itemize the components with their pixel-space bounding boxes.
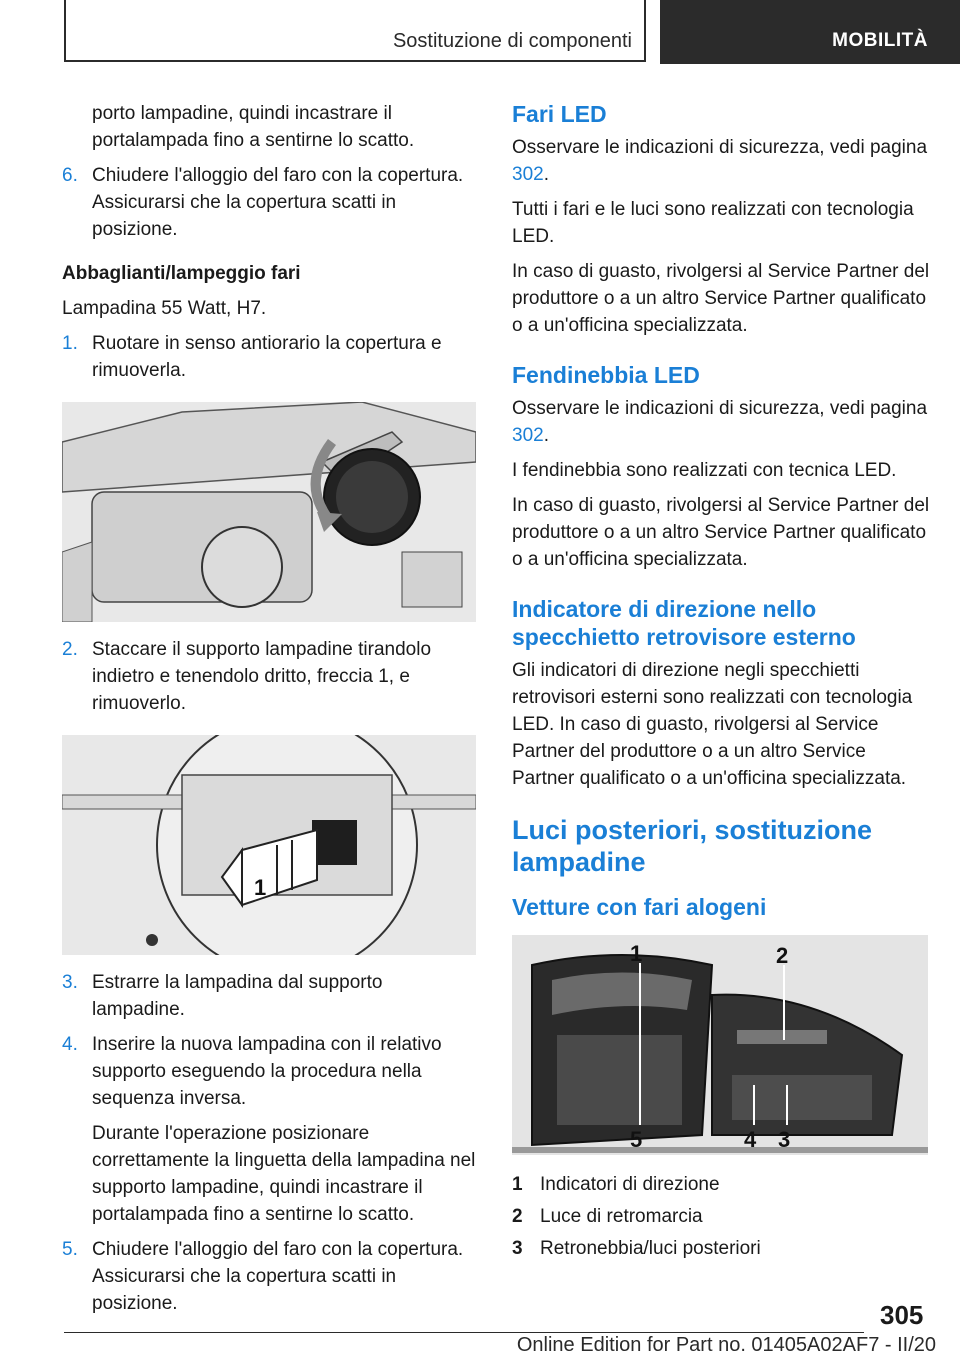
right-column — [512, 100, 930, 1265]
left-column — [62, 100, 478, 1325]
fault-text: In caso di guasto, rivolgersi al Service Partner del produttore o a un altro Service Partner qualificato o a un'officina specializzata. — [512, 261, 930, 336]
figure-callout: 2 — [776, 943, 789, 968]
header-section-box — [64, 0, 646, 62]
led-text: Tutti i fari e le luci sono realizzati con tecnologia LED. — [512, 199, 914, 247]
figure-callout: 4 — [744, 1127, 757, 1152]
step-number: 2. — [62, 639, 78, 660]
legend-item: 3 Retronebbia/luci posteriori — [512, 1238, 761, 1259]
fault-text: In caso di guasto, rivolgersi al Service Partner del produttore o a un altro Service Partner qualificato o a un'officina specializzata. — [512, 495, 930, 570]
step-text: Estrarre la lampadina dal supporto lampadine. — [92, 972, 383, 1020]
step-5 — [62, 1236, 478, 1317]
page-number: 305 — [880, 1300, 924, 1330]
heading-halogen: Vetture con fari alogeni — [512, 894, 767, 920]
bulb-holder-figure — [62, 735, 476, 955]
step-text: Chiudere l'alloggio del faro con la copertura. Assicurarsi che la copertura scatti in posizione. — [92, 1239, 464, 1314]
step-2 — [62, 636, 478, 717]
page-link[interactable]: 302 — [512, 164, 544, 185]
heading-fendinebbia: Fendinebbia LED — [512, 362, 700, 388]
subsection-title: Abbaglianti/lampeggio fari — [62, 263, 301, 284]
fog-text: I fendinebbia sono realizzati con tecnica LED. — [512, 460, 897, 481]
figure-callout: 5 — [630, 1127, 643, 1152]
step-text: Chiudere l'alloggio del faro con la copertura. Assicurarsi che la copertura scatti in posizione. — [92, 165, 464, 240]
step-number: 6. — [62, 165, 78, 186]
page-link[interactable]: 302 — [512, 425, 544, 446]
safety-note: Osservare le indicazioni di sicurezza, vedi pagina 302. — [512, 398, 928, 446]
heading-rear-lights: Luci posteriori, sostituzione lampadine — [512, 815, 873, 877]
safety-note: Osservare le indicazioni di sicurezza, vedi pagina 302. — [512, 137, 928, 185]
step-text: Inserire la nuova lampadina con il relativo supporto eseguendo la procedura nella sequenza inversa. — [92, 1034, 442, 1109]
header-chapter-title: MOBILITÀ — [832, 30, 928, 51]
step-4 — [62, 1031, 478, 1112]
heading-fari-led: Fari LED — [512, 101, 607, 127]
step-text: Staccare il supporto lampadine tirandolo indietro e tenendolo dritto, freccia 1, e rimuoverlo. — [92, 639, 432, 714]
step-number: 4. — [62, 1034, 78, 1055]
legend-item: 1 Indicatori di direzione — [512, 1174, 720, 1195]
continued-text: porto lampadine, quindi incastrare il portalampada fino a sentirne lo scatto. — [92, 103, 415, 151]
header-section-title: Sostituzione di componenti — [392, 30, 632, 52]
tail-light-figure — [512, 935, 928, 1155]
step-1 — [62, 330, 478, 384]
step-number: 1. — [62, 333, 78, 354]
figure-callout: 3 — [778, 1127, 791, 1152]
headlight-cover-figure — [62, 402, 476, 622]
legend-item: 2 Luce di retromarcia — [512, 1206, 703, 1227]
bulb-spec: Lampadina 55 Watt, H7. — [62, 298, 267, 319]
step-number: 3. — [62, 972, 78, 993]
header-chapter-box — [660, 0, 960, 64]
step-6 — [62, 162, 478, 243]
heading-mirror-indicator: Indicatore di direzione nello specchietto retrovisore esterno — [512, 596, 856, 650]
step-3 — [62, 969, 478, 1023]
figure-callout: 1 — [630, 941, 643, 966]
step-4-note: Durante l'operazione posizionare correttamente la linguetta della lampadina nel supporto lampadine, quindi incastrare il portalampada fino a sentirne lo scatto. — [92, 1123, 476, 1225]
figure-callout-1: 1 — [254, 875, 267, 900]
step-number: 5. — [62, 1239, 78, 1260]
footer-edition: Online Edition for Part no. 01405A02AF7 - II/20 — [516, 1334, 936, 1356]
footer-rule — [64, 1332, 864, 1333]
step-text: Ruotare in senso antiorario la copertura e rimuoverla. — [92, 333, 442, 381]
mirror-text: Gli indicatori di direzione negli specchietti retrovisori esterni sono realizzati con tecnologia LED. In caso di guasto, rivolgersi al Service Partner del produttore o a un altro Service Partner qualificato o a un'officina specializzata. — [512, 660, 913, 789]
